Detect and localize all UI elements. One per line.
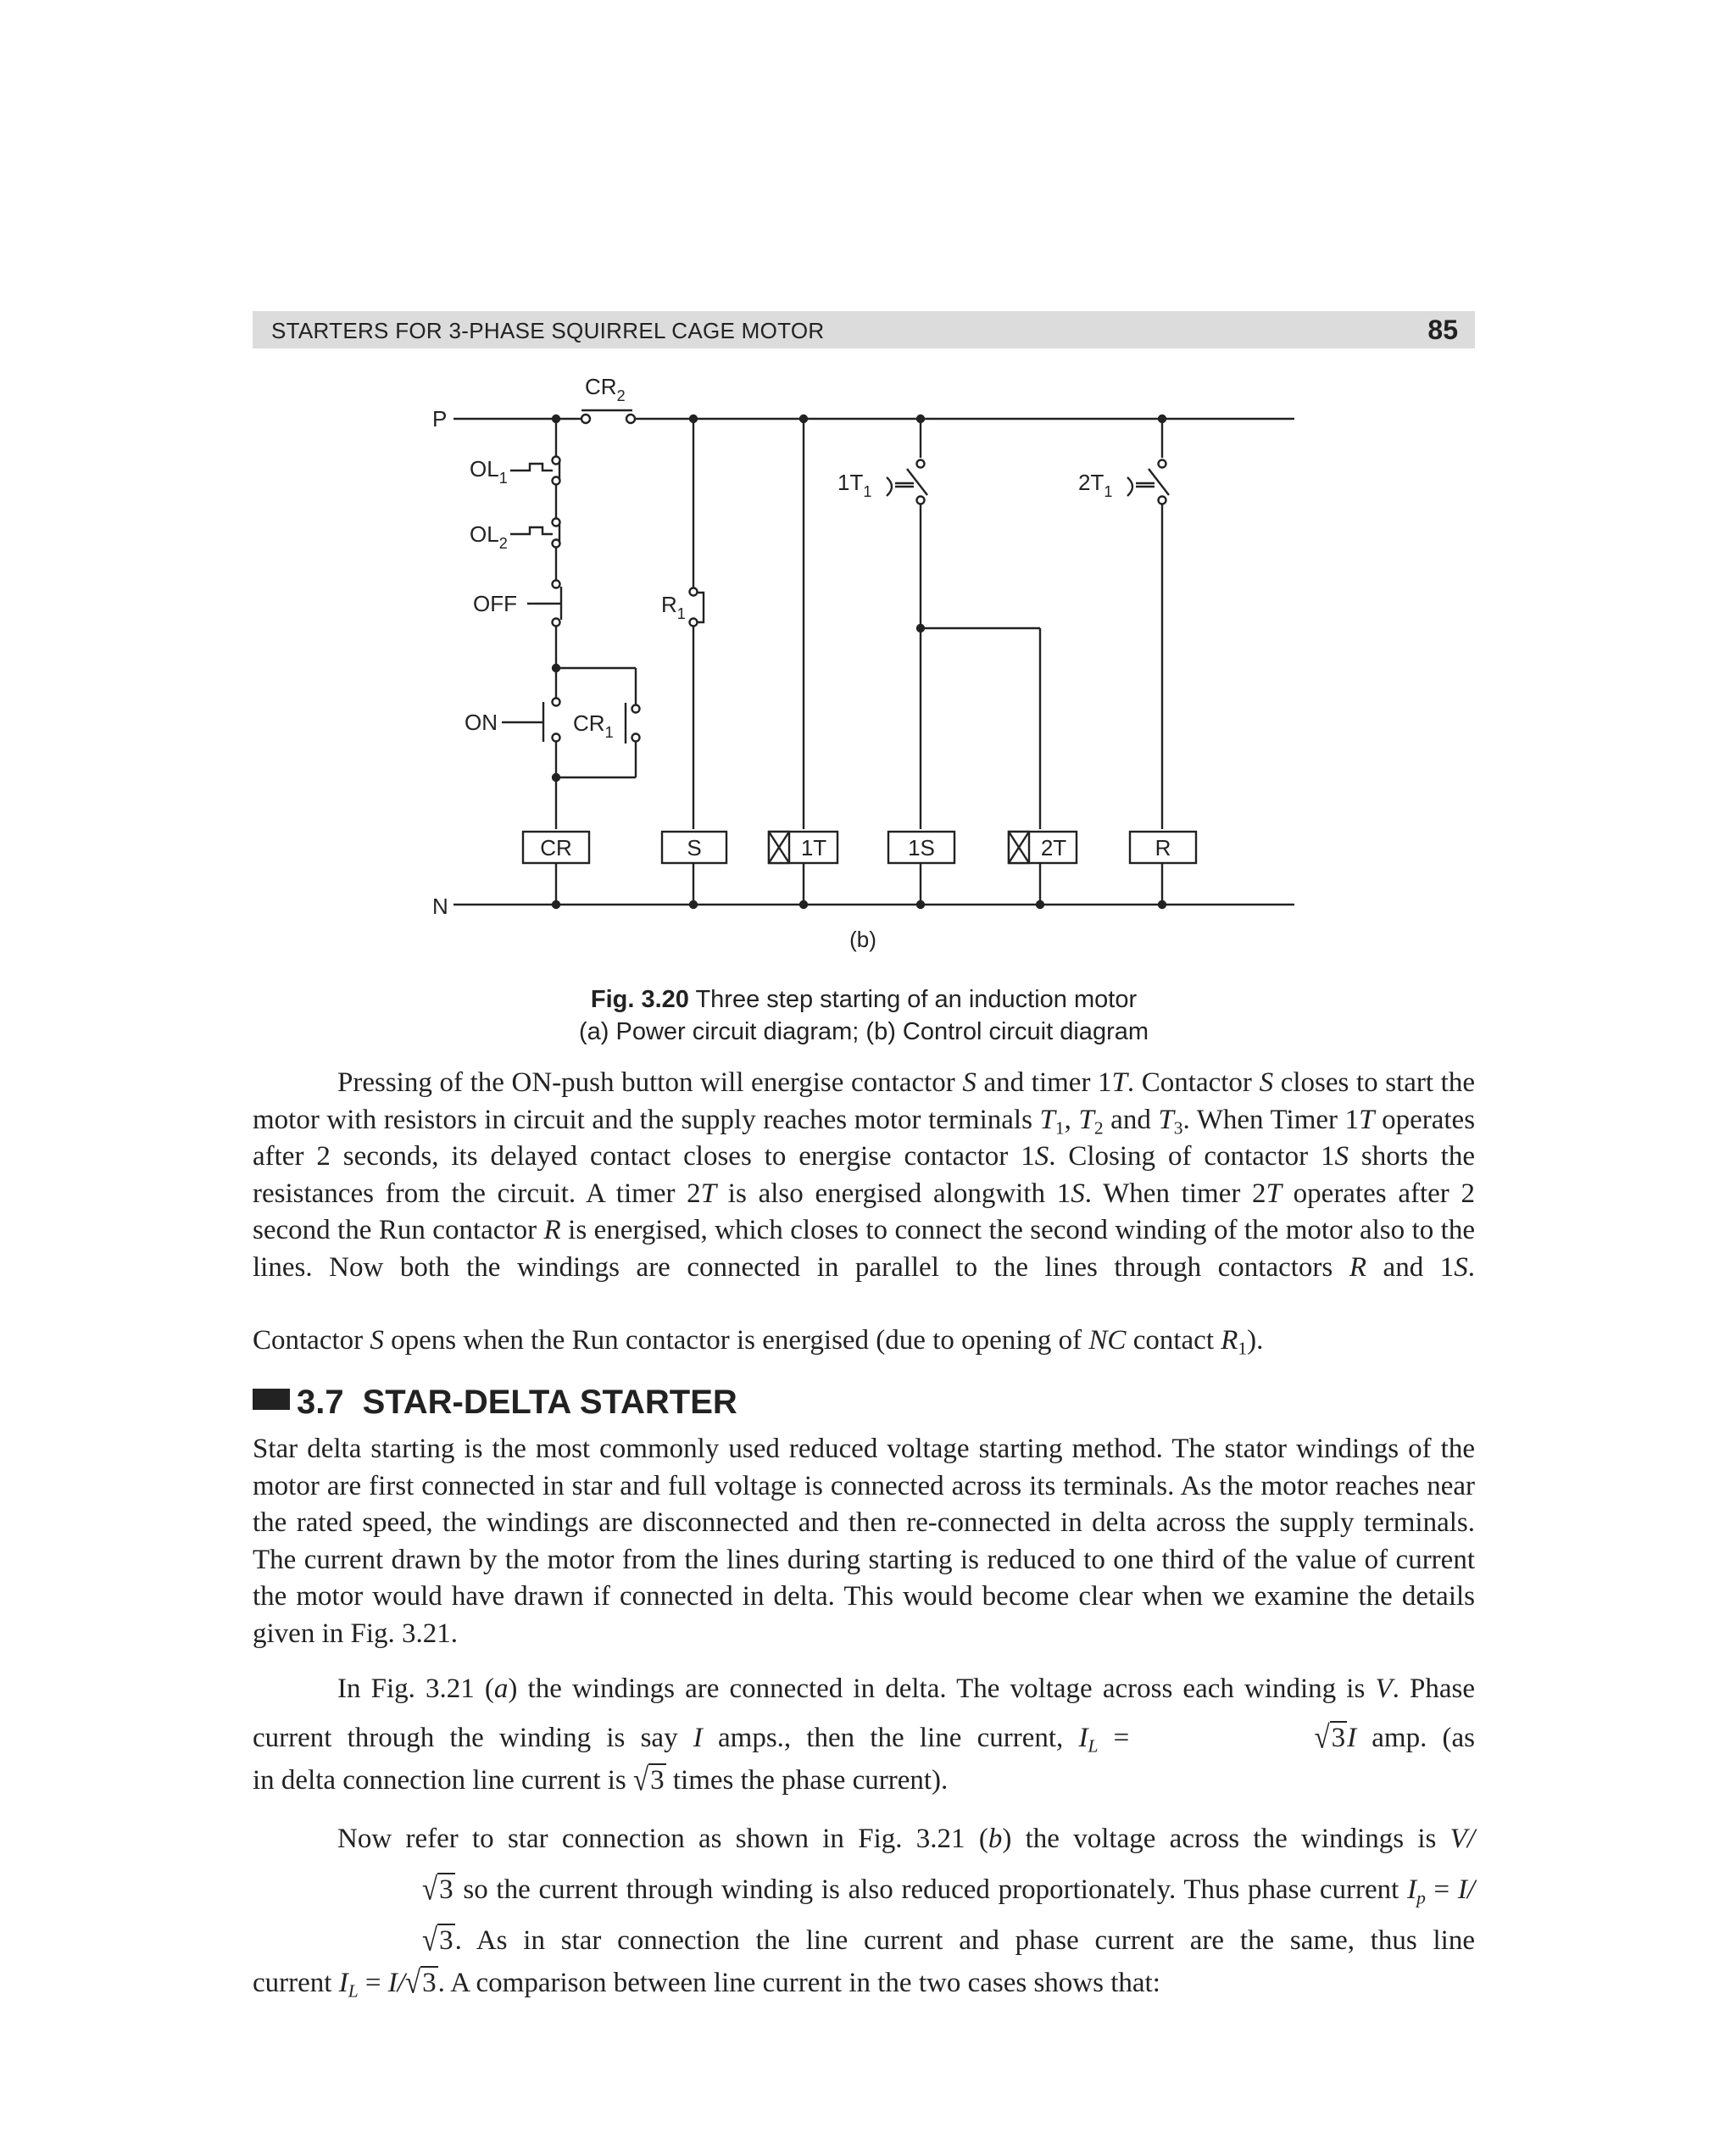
rail-p-label: P	[432, 406, 448, 432]
ol1-label: $OL_1$	[470, 456, 508, 487]
diagram-sublabel: (b)	[849, 927, 876, 952]
r1-label: $R_1$	[661, 592, 686, 622]
cr2-label: $CR_2$	[585, 374, 626, 404]
caption-line-1: Fig. 3.20 Three step starting of an induction motor	[590, 986, 1138, 1013]
paragraph-contactor-operation: Pressing of the ON-push button will energise contactor S and timer 1T. Contactor S closes to start the motor with resistors in circuit and the supply reaches motor terminals $T_1$, $T_2$ and $T_3$. When Timer 1T operates after 2 seconds, its delayed contact closes to energise contactor 1S. Closing of contactor 1S shorts the resistances from the circuit. A timer 2T is also energised alongwith 1S. When timer 2T operates after 2 second the Run contactor R is energised, which closes to connect the second winding of the motor also to the lines. Now both the windings are connected in parallel to the lines through contactors R and 1S.	[253, 1067, 1476, 1283]
section-heading	[253, 1384, 737, 1422]
figure-label: Fig. 3.20	[590, 986, 689, 1013]
paragraph-delta-connection: In Fig. 3.21 (a) the windings are connected in delta. The voltage across each winding is V. Phase current through the winding is say I amps., then the line current, $I_L = √3I$ amp. (as	[253, 1674, 1476, 1757]
section-title: STAR-DELTA STARTER	[362, 1384, 737, 1421]
t1-label: $1T_1$	[837, 470, 872, 500]
coil-r-label: R	[1155, 835, 1171, 860]
paragraph-delta-connection-last-line: in delta connection line current is √3 times the phase current).	[253, 1763, 949, 1798]
control-circuit-diagram	[0, 0, 1736, 958]
running-header-title: STARTERS FOR 3-PHASE SQUIRREL CAGE MOTOR	[271, 318, 825, 343]
rail-n-label: N	[432, 894, 448, 919]
timer-2t-label: 2T	[1040, 835, 1067, 860]
coil-cr-label: CR	[540, 835, 572, 860]
coil-1s-label: 1S	[908, 835, 935, 860]
section-number: 3.7	[297, 1384, 344, 1421]
caption-line-2: (a) Power circuit diagram; (b) Control circuit diagram	[578, 1018, 1149, 1045]
timer-1t-label: 1T	[800, 835, 827, 860]
coil-s-label: S	[687, 835, 702, 860]
ol2-label: $OL_2$	[470, 521, 508, 552]
paragraph-star-delta-intro: Star delta starting is the most commonly used reduced voltage starting method. The stator windings of the motor are first connected in star and full voltage is connected across its terminals. As the motor reaches near the rated speed, the windings are disconnected and then re-connected in delta across the supply terminals. The current drawn by the motor from the lines during starting is reduced to one third of the value of current the motor would have drawn if connected in delta. This would become clear when we examine the details given in Fig. 3.21.	[253, 1434, 1475, 1649]
paragraph-contactor-operation-last-line: Contactor S opens when the Run contactor is energised (due to opening of NC contact $R_1$).	[253, 1325, 1264, 1359]
on-label: ON	[465, 710, 498, 735]
off-label: OFF	[473, 591, 517, 616]
paragraph-star-connection-last-line: current $I_L = I/√3$. A comparison between line current in the two cases shows that:	[253, 1965, 1160, 2002]
section-marker	[253, 1389, 290, 1410]
t2-label: $2T_1$	[1078, 470, 1113, 500]
figure-caption	[253, 983, 1475, 1048]
paragraph-star-connection: Now refer to star connection as shown in Fig. 3.21 (b) the voltage across the windings is V/√3 so the current through winding is also reduced proportionately. Thus phase current $I_p = I/√3$. As in star connection the line current and phase current are the same, thus line	[337, 1824, 1476, 1958]
page-number: 85	[1427, 315, 1458, 345]
cr1-label: $CR_1$	[573, 710, 614, 741]
